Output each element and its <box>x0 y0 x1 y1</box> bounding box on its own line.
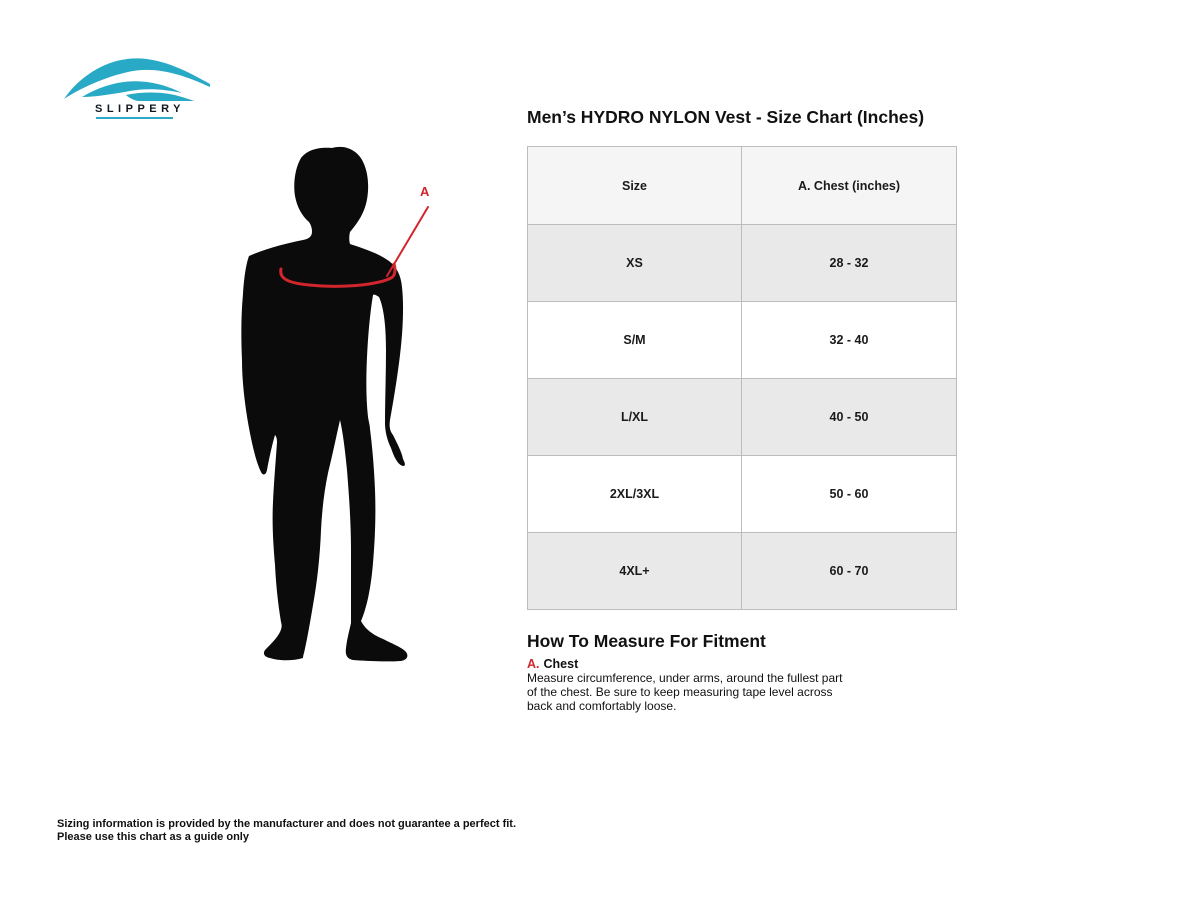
size-cell: 2XL/3XL <box>528 456 742 532</box>
measurement-figure <box>235 145 435 675</box>
size-chart-title: Men’s HYDRO NYLON Vest - Size Chart (Inches) <box>527 107 925 127</box>
column-header-size: Size <box>528 147 742 224</box>
man-silhouette-icon <box>235 145 435 675</box>
table-row <box>528 455 956 532</box>
size-cell: L/XL <box>528 379 742 455</box>
chest-cell: 50 - 60 <box>829 487 869 501</box>
measurement-callout-line <box>387 207 428 276</box>
size-cell: XS <box>528 225 742 301</box>
size-cell: 4XL+ <box>528 533 742 609</box>
chest-cell: 28 - 32 <box>829 256 869 270</box>
size-chart-table <box>527 146 957 610</box>
wave-swoosh-icon <box>62 57 212 101</box>
column-header-chest: A. Chest (inches) <box>797 178 901 193</box>
measurement-description: Measure circumference, under arms, around the fullest part of the chest. Be sure to keep measuring tape level across back and comfortably loose. <box>527 671 843 713</box>
brand-name: SLIPPERY <box>95 103 185 115</box>
table-row <box>528 532 956 609</box>
brand-logo <box>62 57 212 127</box>
measurement-name: Chest <box>543 657 579 671</box>
chest-cell: 32 - 40 <box>829 333 869 347</box>
figure-measurement-label: A <box>420 184 430 199</box>
table-row <box>528 378 956 455</box>
chest-cell: 40 - 50 <box>829 410 869 424</box>
disclaimer-line-1: Sizing information is provided by the manufacturer and does not guarantee a perfect fit. <box>57 818 517 830</box>
brand-underline <box>96 117 173 119</box>
table-header-row <box>528 147 956 224</box>
measurement-key: A. <box>527 657 540 671</box>
how-to-measure-heading: How To Measure For Fitment <box>527 631 766 651</box>
disclaimer-line-2: Please use this chart as a guide only <box>57 830 249 843</box>
table-row <box>528 301 956 378</box>
disclaimer <box>57 818 516 844</box>
table-row <box>528 224 956 301</box>
measurement-key-line <box>527 657 578 671</box>
chest-cell: 60 - 70 <box>829 564 869 578</box>
size-cell: S/M <box>528 302 742 378</box>
